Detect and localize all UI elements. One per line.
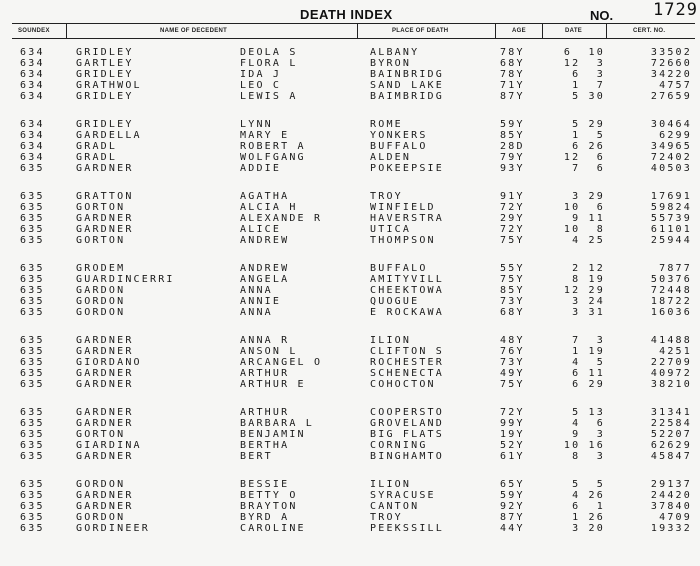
record-cert: 61101: [650, 224, 692, 235]
record-row: [0, 523, 700, 534]
record-sx: 635: [20, 346, 45, 357]
record-sx: 635: [20, 523, 45, 534]
record-age: 75Y: [500, 274, 525, 285]
record-cert: 4251: [659, 346, 692, 357]
record-surname: GORDON: [76, 512, 126, 523]
record-age: 71Y: [500, 80, 525, 91]
record-given: ANGELA: [240, 274, 290, 285]
record-surname: GARDNER: [76, 501, 134, 512]
record-sx: 634: [20, 47, 45, 58]
record-place: BYRON: [370, 58, 412, 69]
record-given: ANSON L: [240, 346, 298, 357]
record-sx: 635: [20, 213, 45, 224]
column-header-place: PLACE OF DEATH: [392, 28, 449, 34]
record-given: BRAYTON: [240, 501, 298, 512]
record-age: 78Y: [500, 47, 525, 58]
record-sx: 635: [20, 357, 45, 368]
record-date: 10 8: [563, 224, 605, 235]
record-place: BUFFALO: [370, 141, 428, 152]
record-sx: 635: [20, 368, 45, 379]
record-given: ARTHUR E: [240, 379, 306, 390]
record-sx: 635: [20, 163, 45, 174]
record-age: 76Y: [500, 346, 525, 357]
record-surname: GRADL: [76, 141, 118, 152]
record-row: [0, 47, 700, 58]
record-surname: GIARDINA: [76, 440, 142, 451]
record-given: CAROLINE: [240, 523, 306, 534]
record-surname: GRATTON: [76, 191, 134, 202]
record-age: 87Y: [500, 91, 525, 102]
record-cert: 34965: [650, 141, 692, 152]
record-place: CLIFTON S: [370, 346, 444, 357]
record-age: 75Y: [500, 235, 525, 246]
record-given: ARTHUR: [240, 407, 290, 418]
record-cert: 6299: [659, 130, 692, 141]
record-given: ANNA: [240, 307, 273, 318]
record-date: 2 12: [572, 263, 605, 274]
record-given: ARCANGEL O: [240, 357, 323, 368]
record-date: 6 1: [572, 501, 605, 512]
record-sx: 635: [20, 429, 45, 440]
record-surname: GRIDLEY: [76, 91, 134, 102]
record-row: [0, 296, 700, 307]
record-surname: GARDNER: [76, 224, 134, 235]
record-cert: 41488: [650, 335, 692, 346]
record-given: MARY E: [240, 130, 290, 141]
record-date: 12 6: [563, 152, 605, 163]
page-number: 1729: [653, 0, 698, 20]
record-row: [0, 263, 700, 274]
record-surname: GARDNER: [76, 213, 134, 224]
record-cert: 59824: [650, 202, 692, 213]
record-row: [0, 191, 700, 202]
record-sx: 635: [20, 224, 45, 235]
record-sx: 634: [20, 80, 45, 91]
record-surname: GARDELLA: [76, 130, 142, 141]
record-place: UTICA: [370, 224, 412, 235]
record-date: 9 3: [572, 429, 605, 440]
record-date: 5 29: [572, 119, 605, 130]
record-place: SCHENECTA: [370, 368, 444, 379]
record-date: 6 10: [563, 47, 605, 58]
record-row: [0, 80, 700, 91]
record-place: ROME: [370, 119, 403, 130]
record-place: BAINBRIDG: [370, 69, 444, 80]
record-row: [0, 224, 700, 235]
record-cert: 22584: [650, 418, 692, 429]
record-date: 3 24: [572, 296, 605, 307]
record-cert: 29137: [650, 479, 692, 490]
record-row: [0, 91, 700, 102]
record-surname: GORDON: [76, 479, 126, 490]
record-sx: 635: [20, 335, 45, 346]
record-place: SAND LAKE: [370, 80, 444, 91]
record-given: LYNN: [240, 119, 273, 130]
column-header-age: AGE: [512, 28, 526, 34]
record-place: COOPERSTO: [370, 407, 444, 418]
record-surname: GRATHWOL: [76, 80, 142, 91]
record-date: 6 29: [572, 379, 605, 390]
record-given: ROBERT A: [240, 141, 306, 152]
record-row: [0, 440, 700, 451]
record-place: BAIMBRIDG: [370, 91, 444, 102]
record-row: [0, 335, 700, 346]
record-date: 3 20: [572, 523, 605, 534]
record-date: 4 6: [572, 418, 605, 429]
header-bottom-rule: [12, 38, 695, 39]
record-age: 65Y: [500, 479, 525, 490]
record-given: ALEXANDE R: [240, 213, 323, 224]
record-given: BERT: [240, 451, 273, 462]
record-row: [0, 346, 700, 357]
record-sx: 635: [20, 202, 45, 213]
record-date: 1 7: [572, 80, 605, 91]
record-given: BESSIE: [240, 479, 290, 490]
column-header-name: NAME OF DECEDENT: [160, 28, 228, 34]
record-cert: 24420: [650, 490, 692, 501]
record-row: [0, 307, 700, 318]
record-date: 1 5: [572, 130, 605, 141]
record-place: CORNING: [370, 440, 428, 451]
record-sx: 634: [20, 69, 45, 80]
record-cert: 40972: [650, 368, 692, 379]
record-given: BYRD A: [240, 512, 290, 523]
record-age: 28D: [500, 141, 525, 152]
record-sx: 635: [20, 379, 45, 390]
record-given: LEO C: [240, 80, 282, 91]
record-place: CANTON: [370, 501, 420, 512]
record-given: ALICE: [240, 224, 282, 235]
record-place: SYRACUSE: [370, 490, 436, 501]
record-sx: 634: [20, 119, 45, 130]
record-given: BENJAMIN: [240, 429, 306, 440]
record-cert: 52207: [650, 429, 692, 440]
record-sx: 635: [20, 407, 45, 418]
record-sx: 634: [20, 58, 45, 69]
record-place: ILION: [370, 479, 412, 490]
record-place: ILION: [370, 335, 412, 346]
record-age: 19Y: [500, 429, 525, 440]
record-given: ANNA R: [240, 335, 290, 346]
record-place: POKEEPSIE: [370, 163, 444, 174]
record-place: QUOGUE: [370, 296, 420, 307]
record-given: LEWIS A: [240, 91, 298, 102]
record-age: 61Y: [500, 451, 525, 462]
record-place: YONKERS: [370, 130, 428, 141]
record-surname: GUARDINCERRI: [76, 274, 175, 285]
record-sx: 634: [20, 152, 45, 163]
record-row: [0, 141, 700, 152]
record-cert: 37840: [650, 501, 692, 512]
record-surname: GORDON: [76, 296, 126, 307]
record-surname: GARDNER: [76, 379, 134, 390]
record-cert: 27659: [650, 91, 692, 102]
record-date: 3 31: [572, 307, 605, 318]
record-surname: GARTLEY: [76, 58, 134, 69]
record-place: CHEEKTOWA: [370, 285, 444, 296]
record-age: 44Y: [500, 523, 525, 534]
record-surname: GARDNER: [76, 163, 134, 174]
record-age: 72Y: [500, 202, 525, 213]
record-surname: GARDNER: [76, 490, 134, 501]
record-row: [0, 429, 700, 440]
record-sx: 635: [20, 451, 45, 462]
column-header-soundex: SOUNDEX: [18, 28, 50, 34]
record-sx: 635: [20, 191, 45, 202]
record-row: [0, 285, 700, 296]
record-given: ANNA: [240, 285, 273, 296]
record-row: [0, 407, 700, 418]
record-row: [0, 357, 700, 368]
record-given: BERTHA: [240, 440, 290, 451]
record-sx: 635: [20, 296, 45, 307]
record-row: [0, 418, 700, 429]
record-surname: GARDNER: [76, 418, 134, 429]
record-sx: 634: [20, 91, 45, 102]
record-row: [0, 379, 700, 390]
record-date: 3 29: [572, 191, 605, 202]
record-cert: 4757: [659, 80, 692, 91]
record-date: 5 30: [572, 91, 605, 102]
record-age: 72Y: [500, 407, 525, 418]
record-place: HAVERSTRA: [370, 213, 444, 224]
record-age: 59Y: [500, 490, 525, 501]
record-sx: 635: [20, 235, 45, 246]
record-cert: 4709: [659, 512, 692, 523]
record-cert: 16036: [650, 307, 692, 318]
record-sx: 635: [20, 263, 45, 274]
record-given: BARBARA L: [240, 418, 314, 429]
record-surname: GRIDLEY: [76, 119, 134, 130]
record-age: 73Y: [500, 296, 525, 307]
record-surname: GORDON: [76, 307, 126, 318]
record-date: 8 3: [572, 451, 605, 462]
record-given: ANNIE: [240, 296, 282, 307]
record-date: 5 5: [572, 479, 605, 490]
record-given: ANDREW: [240, 235, 290, 246]
record-place: ALDEN: [370, 152, 412, 163]
record-sx: 635: [20, 307, 45, 318]
record-surname: GORDINEER: [76, 523, 150, 534]
record-place: E ROCKAWA: [370, 307, 444, 318]
record-place: BIG FLATS: [370, 429, 444, 440]
record-sx: 634: [20, 141, 45, 152]
record-sx: 635: [20, 490, 45, 501]
record-sx: 635: [20, 501, 45, 512]
record-row: [0, 512, 700, 523]
record-surname: GARDNER: [76, 451, 134, 462]
record-age: 79Y: [500, 152, 525, 163]
record-given: ANDREW: [240, 263, 290, 274]
record-age: 52Y: [500, 440, 525, 451]
record-given: ADDIE: [240, 163, 282, 174]
record-cert: 38210: [650, 379, 692, 390]
record-date: 6 3: [572, 69, 605, 80]
record-date: 5 13: [572, 407, 605, 418]
record-given: ARTHUR: [240, 368, 290, 379]
record-surname: GORTON: [76, 429, 126, 440]
header-top-rule: [12, 23, 695, 24]
record-given: BETTY O: [240, 490, 298, 501]
record-surname: GORTON: [76, 202, 126, 213]
record-sx: 634: [20, 130, 45, 141]
record-given: FLORA L: [240, 58, 298, 69]
record-cert: 55739: [650, 213, 692, 224]
record-surname: GIORDANO: [76, 357, 142, 368]
record-cert: 18722: [650, 296, 692, 307]
record-cert: 34220: [650, 69, 692, 80]
record-place: THOMPSON: [370, 235, 436, 246]
record-surname: GARDNER: [76, 346, 134, 357]
column-divider: [542, 24, 543, 38]
record-sx: 635: [20, 512, 45, 523]
record-place: GROVELAND: [370, 418, 444, 429]
record-age: 55Y: [500, 263, 525, 274]
column-header-cert: CERT. NO.: [633, 28, 666, 34]
record-cert: 50376: [650, 274, 692, 285]
record-date: 6 26: [572, 141, 605, 152]
record-cert: 30464: [650, 119, 692, 130]
record-row: [0, 163, 700, 174]
record-row: [0, 152, 700, 163]
record-age: 85Y: [500, 285, 525, 296]
record-row: [0, 368, 700, 379]
record-surname: GRIDLEY: [76, 69, 134, 80]
record-given: WOLFGANG: [240, 152, 306, 163]
record-date: 10 6: [563, 202, 605, 213]
column-divider: [357, 24, 358, 38]
record-date: 10 16: [563, 440, 605, 451]
record-age: 59Y: [500, 119, 525, 130]
record-age: 68Y: [500, 307, 525, 318]
column-divider: [66, 24, 67, 38]
record-row: [0, 274, 700, 285]
record-date: 12 29: [563, 285, 605, 296]
record-place: TROY: [370, 512, 403, 523]
record-given: ALCIA H: [240, 202, 298, 213]
record-given: IDA J: [240, 69, 282, 80]
record-cert: 72448: [650, 285, 692, 296]
record-cert: 22709: [650, 357, 692, 368]
record-row: [0, 130, 700, 141]
record-cert: 62629: [650, 440, 692, 451]
record-sx: 635: [20, 479, 45, 490]
record-age: 68Y: [500, 58, 525, 69]
record-row: [0, 235, 700, 246]
record-surname: GARDON: [76, 285, 126, 296]
number-label: NO.: [590, 8, 614, 23]
record-cert: 33502: [650, 47, 692, 58]
record-date: 9 11: [572, 213, 605, 224]
record-date: 1 19: [572, 346, 605, 357]
record-row: [0, 479, 700, 490]
record-date: 7 6: [572, 163, 605, 174]
record-surname: GORTON: [76, 235, 126, 246]
record-date: 4 5: [572, 357, 605, 368]
record-date: 12 3: [563, 58, 605, 69]
record-place: COHOCTON: [370, 379, 436, 390]
record-sx: 635: [20, 418, 45, 429]
record-age: 87Y: [500, 512, 525, 523]
record-cert: 17691: [650, 191, 692, 202]
record-surname: GARDNER: [76, 407, 134, 418]
record-age: 49Y: [500, 368, 525, 379]
record-place: WINFIELD: [370, 202, 436, 213]
record-cert: 40503: [650, 163, 692, 174]
record-age: 73Y: [500, 357, 525, 368]
record-row: [0, 119, 700, 130]
record-row: [0, 58, 700, 69]
record-sx: 635: [20, 285, 45, 296]
record-age: 93Y: [500, 163, 525, 174]
record-cert: 25944: [650, 235, 692, 246]
record-cert: 72402: [650, 152, 692, 163]
record-place: ALBANY: [370, 47, 420, 58]
record-date: 8 19: [572, 274, 605, 285]
record-given: AGATHA: [240, 191, 290, 202]
column-divider: [606, 24, 607, 38]
record-row: [0, 202, 700, 213]
record-row: [0, 490, 700, 501]
record-cert: 7877: [659, 263, 692, 274]
record-date: 7 3: [572, 335, 605, 346]
record-cert: 19332: [650, 523, 692, 534]
record-cert: 72660: [650, 58, 692, 69]
record-place: AMITYVILL: [370, 274, 444, 285]
record-row: [0, 451, 700, 462]
record-age: 78Y: [500, 69, 525, 80]
record-date: 6 11: [572, 368, 605, 379]
record-date: 1 26: [572, 512, 605, 523]
record-surname: GARDNER: [76, 335, 134, 346]
record-row: [0, 213, 700, 224]
record-sx: 635: [20, 274, 45, 285]
record-age: 85Y: [500, 130, 525, 141]
record-place: TROY: [370, 191, 403, 202]
record-age: 72Y: [500, 224, 525, 235]
record-surname: GRODEM: [76, 263, 126, 274]
record-age: 92Y: [500, 501, 525, 512]
column-header-date: DATE: [565, 28, 583, 34]
record-age: 75Y: [500, 379, 525, 390]
record-sx: 635: [20, 440, 45, 451]
record-age: 91Y: [500, 191, 525, 202]
record-surname: GRADL: [76, 152, 118, 163]
record-place: PEEKSSILL: [370, 523, 444, 534]
record-age: 29Y: [500, 213, 525, 224]
record-cert: 45847: [650, 451, 692, 462]
record-age: 99Y: [500, 418, 525, 429]
record-place: ROCHESTER: [370, 357, 444, 368]
record-place: BINGHAMTO: [370, 451, 444, 462]
record-given: DEOLA S: [240, 47, 298, 58]
record-row: [0, 69, 700, 80]
record-surname: GARDNER: [76, 368, 134, 379]
record-age: 48Y: [500, 335, 525, 346]
record-date: 4 25: [572, 235, 605, 246]
record-place: BUFFALO: [370, 263, 428, 274]
record-date: 4 26: [572, 490, 605, 501]
record-row: [0, 501, 700, 512]
page-title: DEATH INDEX: [300, 7, 393, 22]
record-cert: 31341: [650, 407, 692, 418]
column-divider: [495, 24, 496, 38]
record-surname: GRIDLEY: [76, 47, 134, 58]
